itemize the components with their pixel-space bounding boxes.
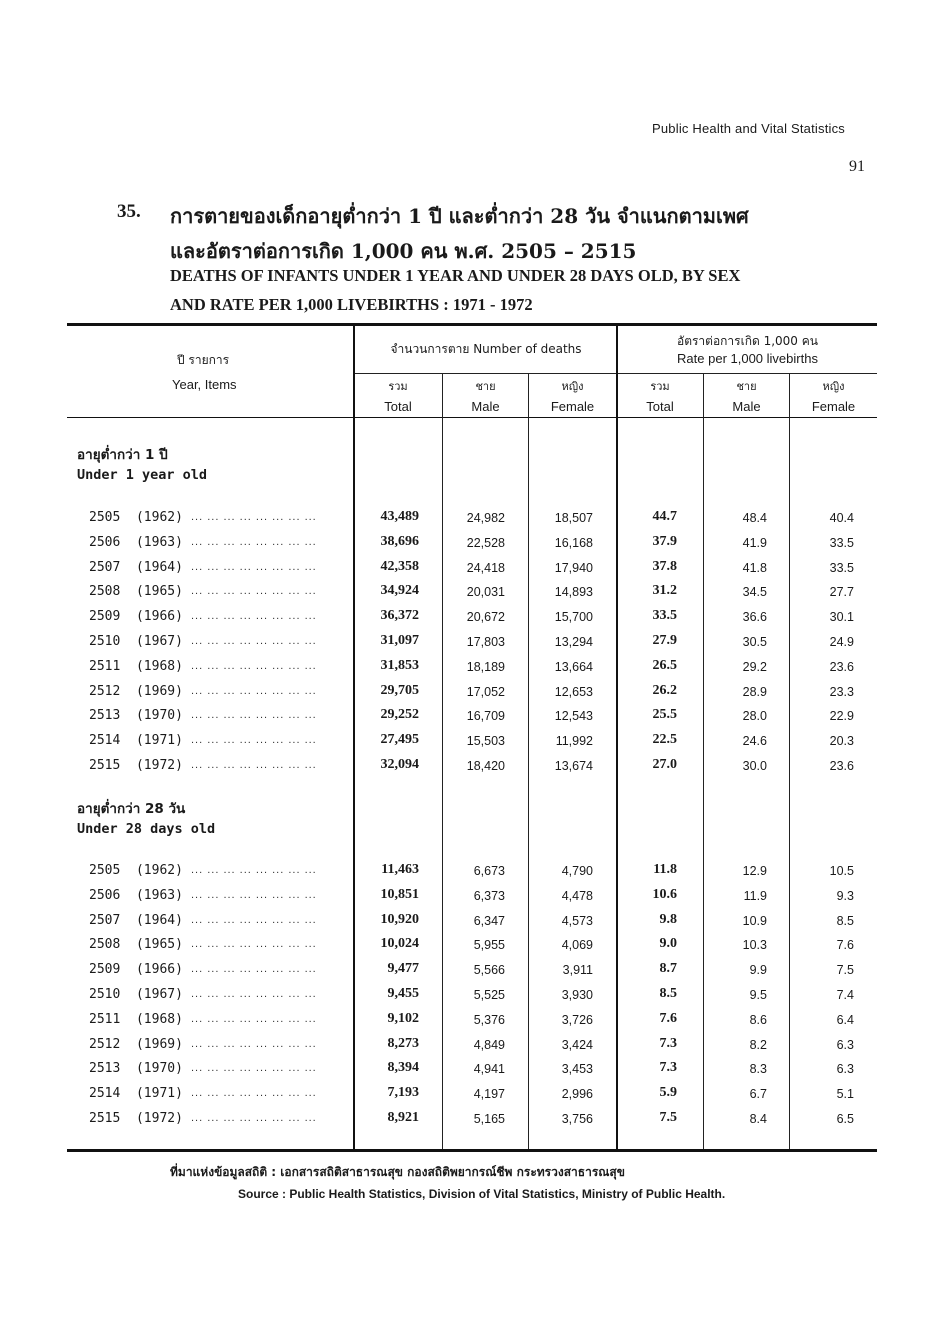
row-year-label: 2515 (1972) [89,758,183,773]
table-number: 35. [117,201,141,222]
table-cell: 7.4 [836,988,854,1002]
running-header: Public Health and Vital Statistics [652,121,845,136]
table-cell: 42,358 [380,558,419,574]
table-cell: 31,097 [380,633,419,648]
table-cell: 24.6 [742,734,767,749]
row-year-label: 2511 (1968) [89,1011,183,1027]
table-cell: 9,477 [387,961,419,977]
stub-divider [353,323,355,1149]
table-cell: 8.3 [749,1062,767,1077]
leader-dots: ... ... ... ... ... ... ... ... [191,659,317,672]
row-year-label: 2508 (1965) [89,584,183,600]
table-cell: 10.9 [742,913,767,928]
table-cell: 26.2 [652,682,677,698]
table-cell: 33.5 [829,535,854,550]
column-header-thai: รวม [388,380,408,393]
table-cell: 18,420 [466,759,505,773]
table-cell: 27.9 [652,633,677,648]
table-cell: 11.8 [653,862,677,877]
table-cell: 9,102 [387,1010,419,1026]
leader-dots: ... ... ... ... ... ... ... ... [191,1062,317,1075]
table-cell: 34.5 [742,585,767,600]
row-year-label: 2506 (1963) [89,534,183,550]
table-cell: 10,851 [380,886,419,902]
table-cell: 28.0 [742,709,767,724]
table-cell: 3,726 [561,1012,593,1027]
table-cell: 37.8 [652,558,677,574]
table-cell: 24.9 [829,635,854,649]
section-title-thai: อายุต่ำกว่า 1 ปี [77,447,168,463]
table-cell: 5.9 [659,1085,677,1101]
leader-dots: ... ... ... ... ... ... ... ... [191,938,317,951]
table-cell: 4,941 [473,1062,505,1077]
leader-dots: ... ... ... ... ... ... ... ... [191,1012,317,1025]
table-cell: 3,756 [561,1112,593,1126]
table-cell: 27.0 [652,757,677,772]
leader-dots: ... ... ... ... ... ... ... ... [191,759,317,771]
table-cell: 41.8 [742,560,767,575]
table-cell: 9,455 [387,986,419,1001]
column-header-english: Total [384,399,412,414]
row-year-label: 2506 (1963) [89,887,183,903]
table-cell: 23.6 [829,659,854,674]
table-cell: 17,803 [466,635,505,649]
table-cell: 10,920 [380,911,419,927]
row-year-label: 2511 (1968) [89,658,183,674]
table-cell: 28.9 [742,684,767,699]
table-cell: 6.7 [749,1087,767,1102]
table-cell: 9.9 [749,963,767,978]
group-divider [616,323,618,1149]
table-cell: 6,673 [473,864,505,878]
table-cell: 24,418 [466,560,505,575]
table-cell: 3,453 [561,1062,593,1077]
table-cell: 31.2 [652,583,677,599]
table-bottom-rule [67,1149,877,1152]
column-header-thai: หญิง [822,380,845,393]
table-cell: 27.7 [829,585,854,600]
table-cell: 14,893 [554,585,593,600]
table-cell: 30.5 [742,635,767,649]
table-cell: 8.5 [659,986,677,1001]
leader-dots: ... ... ... ... ... ... ... ... [191,913,317,926]
stub-header-thai: ปี รายการ [177,353,230,367]
row-year-label: 2512 (1969) [89,683,183,699]
table-cell: 37.9 [652,533,677,549]
source-note-english: Source : Public Health Statistics, Division of Vital Statistics, Ministry of Public Health. [238,1187,726,1201]
table-cell: 27,495 [380,732,419,748]
table-cell: 36.6 [742,610,767,625]
row-year-label: 2510 (1967) [89,987,183,1002]
table-cell: 17,052 [466,684,505,699]
source-note-thai: ที่มาแห่งข้อมูลสถิติ : เอกสารสถิติสาธารณสุข กองสถิติพยากรณ์ชีพ กระทรวงสาธารณสุข [170,1165,625,1179]
column-header-thai: ชาย [475,380,496,393]
table-cell: 4,849 [473,1037,505,1052]
table-cell: 3,911 [562,963,593,978]
table-cell: 3,930 [561,988,593,1002]
table-cell: 44.7 [652,509,677,524]
col-divider-4 [703,373,704,1149]
header-bottom-rule [67,417,877,418]
row-year-label: 2515 (1972) [89,1111,183,1126]
table-cell: 23.3 [829,684,854,699]
table-cell: 8,273 [387,1035,419,1051]
column-header-english: Male [471,399,500,414]
row-year-label: 2509 (1966) [89,609,183,625]
table-cell: 22.5 [652,732,677,748]
table-cell: 48.4 [742,511,767,525]
statistics-table [67,323,877,1153]
table-cell: 23.6 [829,759,854,773]
table-cell: 33.5 [829,560,854,575]
table-cell: 9.5 [749,988,767,1002]
table-cell: 26.5 [652,657,677,673]
row-year-label: 2505 (1962) [89,510,183,525]
table-cell: 24,982 [466,511,505,525]
table-cell: 12,653 [554,684,593,699]
table-cell: 3,424 [561,1037,593,1052]
row-year-label: 2514 (1971) [89,1086,183,1102]
table-top-rule [67,323,877,326]
table-cell: 5,525 [473,988,505,1002]
table-cell: 8,394 [387,1060,419,1076]
column-header-thai: ชาย [736,380,757,393]
table-cell: 31,853 [380,657,419,673]
table-cell: 10,024 [380,936,419,952]
leader-dots: ... ... ... ... ... ... ... ... [191,1037,317,1050]
table-cell: 7.6 [836,938,854,953]
table-cell: 4,197 [473,1087,505,1102]
table-cell: 16,709 [466,709,505,724]
page-number: 91 [849,158,865,175]
table-cell: 30.0 [742,759,767,773]
section-title-english: Under 28 days old [77,821,216,837]
table-cell: 17,940 [554,560,593,575]
title-thai-line2: และอัตราต่อการเกิด 1,000 คน พ.ศ. 2505 – 2515 [170,239,637,263]
column-header-thai: หญิง [561,380,584,393]
table-cell: 6,347 [473,913,505,928]
row-year-label: 2510 (1967) [89,634,183,649]
table-cell: 33.5 [652,608,677,624]
row-year-label: 2508 (1965) [89,937,183,953]
table-cell: 6,373 [473,888,505,903]
table-cell: 5,376 [473,1012,505,1027]
leader-dots: ... ... ... ... ... ... ... ... [191,610,317,623]
table-cell: 5.1 [836,1087,854,1102]
table-cell: 9.0 [659,936,677,952]
title-english-line2: AND RATE PER 1,000 LIVEBIRTHS : 1971 - 1972 [170,295,533,314]
leader-dots: ... ... ... ... ... ... ... ... [191,511,317,523]
title-thai-line1: การตายของเด็กอายุต่ำกว่า 1 ปี และต่ำกว่า 28 วัน จำแนกตามเพศ [170,204,749,228]
section-title-thai: อายุต่ำกว่า 28 วัน [77,801,186,817]
table-cell: 8.4 [749,1112,767,1126]
leader-dots: ... ... ... ... ... ... ... ... [191,635,317,647]
table-cell: 6.5 [836,1112,854,1126]
table-cell: 8.5 [836,913,854,928]
row-year-label: 2513 (1970) [89,708,183,724]
table-cell: 20,672 [466,610,505,625]
row-year-label: 2509 (1966) [89,962,183,978]
table-cell: 22.9 [829,709,854,724]
table-cell: 22,528 [466,535,505,550]
table-cell: 8.7 [659,961,677,977]
leader-dots: ... ... ... ... ... ... ... ... [191,864,317,876]
table-cell: 5,955 [473,938,505,953]
leader-dots: ... ... ... ... ... ... ... ... [191,535,317,548]
table-cell: 29,705 [380,682,419,698]
leader-dots: ... ... ... ... ... ... ... ... [191,888,317,901]
table-cell: 15,503 [466,734,505,749]
table-cell: 10.5 [829,864,854,878]
leader-dots: ... ... ... ... ... ... ... ... [191,585,317,598]
table-cell: 9.8 [659,911,677,927]
table-cell: 4,573 [561,913,593,928]
stub-header-english: Year, Items [172,377,237,392]
column-header-thai: รวม [650,380,670,393]
leader-dots: ... ... ... ... ... ... ... ... [191,734,317,747]
table-cell: 7.5 [659,1110,677,1125]
table-cell: 4,790 [561,864,593,878]
table-cell: 7,193 [387,1085,419,1101]
table-cell: 38,696 [380,533,419,549]
table-cell: 8.2 [749,1037,767,1052]
table-cell: 15,700 [554,610,593,625]
leader-dots: ... ... ... ... ... ... ... ... [191,560,317,573]
column-header-english: Male [732,399,761,414]
table-cell: 25.5 [652,707,677,723]
table-cell: 7.3 [659,1060,677,1076]
column-header-english: Total [646,399,674,414]
leader-dots: ... ... ... ... ... ... ... ... [191,709,317,722]
table-cell: 6.3 [836,1062,854,1077]
table-cell: 8.6 [749,1012,767,1027]
table-cell: 8,921 [387,1110,419,1125]
table-cell: 5,566 [473,963,505,978]
row-year-label: 2507 (1964) [89,559,183,575]
title-english-line1: DEATHS OF INFANTS UNDER 1 YEAR AND UNDER 28 DAYS OLD, BY SEX [170,266,741,285]
table-cell: 20.3 [829,734,854,749]
table-cell: 6.4 [836,1012,854,1027]
table-cell: 11.9 [743,888,767,903]
section-title-english: Under 1 year old [77,467,208,483]
table-cell: 5,165 [473,1112,505,1126]
table-cell: 10.6 [652,886,677,902]
table-cell: 7.6 [659,1010,677,1026]
table-cell: 12,543 [554,709,593,724]
leader-dots: ... ... ... ... ... ... ... ... [191,1087,317,1100]
table-cell: 13,664 [554,659,593,674]
table-cell: 40.4 [829,511,854,525]
table-cell: 13,674 [554,759,593,773]
row-year-label: 2512 (1969) [89,1036,183,1052]
rate-group-header-thai: อัตราต่อการเกิด 1,000 คน [676,334,818,348]
table-cell: 4,478 [561,888,593,903]
table-cell: 29,252 [380,707,419,723]
table-cell: 43,489 [380,509,419,524]
table-cell: 11,463 [381,862,419,877]
row-year-label: 2507 (1964) [89,912,183,928]
leader-dots: ... ... ... ... ... ... ... ... [191,988,317,1000]
table-cell: 18,189 [466,659,505,674]
leader-dots: ... ... ... ... ... ... ... ... [191,684,317,697]
table-cell: 7.5 [836,963,854,978]
table-cell: 10.3 [742,938,767,953]
table-cell: 29.2 [742,659,767,674]
table-cell: 12.9 [742,864,767,878]
table-cell: 9.3 [836,888,854,903]
row-year-label: 2513 (1970) [89,1061,183,1077]
table-cell: 32,094 [380,757,419,772]
leader-dots: ... ... ... ... ... ... ... ... [191,1112,317,1124]
column-header-english: Female [811,399,856,414]
table-cell: 11,992 [555,734,593,749]
table-cell: 41.9 [742,535,767,550]
col-divider-5 [789,373,790,1149]
col-divider-2 [528,373,529,1149]
table-cell: 4,069 [561,938,593,953]
table-cell: 20,031 [466,585,505,600]
row-year-label: 2505 (1962) [89,863,183,878]
row-year-label: 2514 (1971) [89,733,183,749]
table-cell: 34,924 [380,583,419,599]
table-cell: 7.3 [659,1035,677,1051]
table-cell: 6.3 [836,1037,854,1052]
table-cell: 13,294 [554,635,593,649]
table-cell: 18,507 [554,511,593,525]
col-divider-1 [442,373,443,1149]
leader-dots: ... ... ... ... ... ... ... ... [191,963,317,976]
deaths-group-header: จำนวนการตาย Number of deaths [390,342,582,356]
table-cell: 36,372 [380,608,419,624]
table-cell: 2,996 [561,1087,593,1102]
column-header-english: Female [550,399,595,414]
table-cell: 16,168 [554,535,593,550]
rate-group-header-english: Rate per 1,000 livebirths [677,351,818,366]
table-cell: 30.1 [829,610,854,625]
